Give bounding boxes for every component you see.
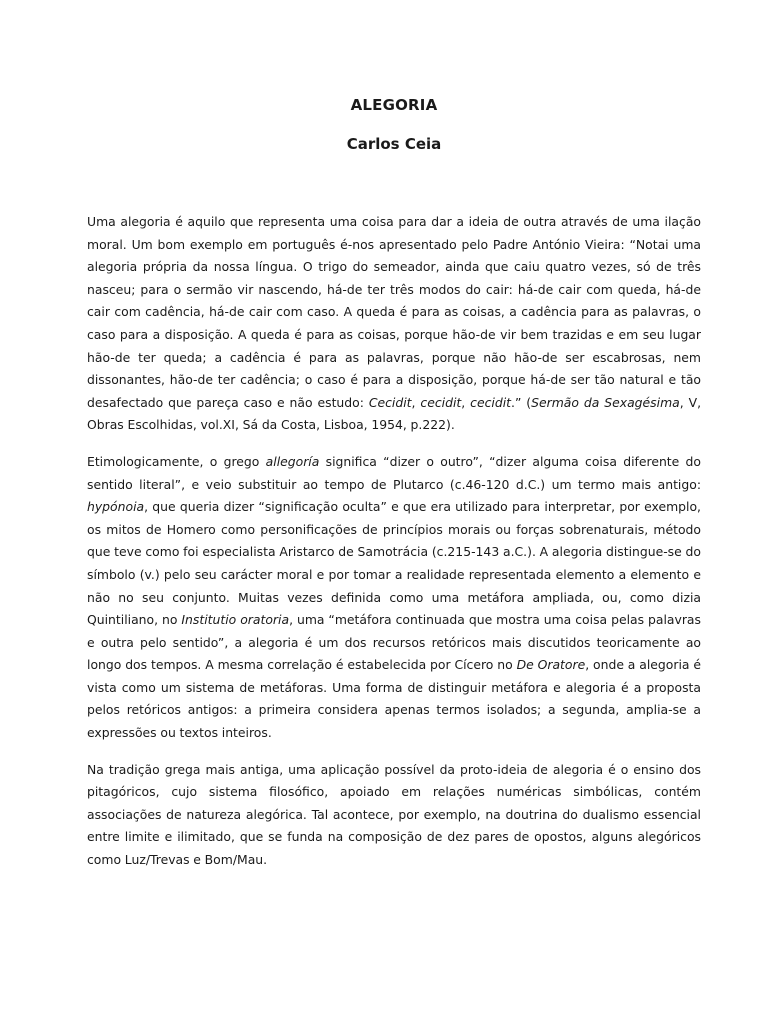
p1-text-a: Uma alegoria é aquilo que representa uma coisa para dar a ideia de outra através de uma ilação moral. Um bom exemplo em português é-nos apresentado pelo Padre António Vieira: “Notai uma alegoria própria da nossa língua. O trigo do semeador, ainda que caiu quatro vezes, só de três nasceu; para o sermão vir nascendo, há-de ter três modos do cair: há-de cair com queda, há-de cair com cadência, há-de cair com caso. A queda é para as coisas, a cadência para as palavras, o caso para a disposição. A queda é para as coisas, porque hão-de vir bem trazidas e em seu lugar hão-de ter queda; a cadência é para as palavras, porque não hão-de ser escabrosas, nem dissonantes, hão-de ter cadência; o caso é para a disposição, porque há-de ser tão natural e tão desafectado que pareça caso e não estudo:: [87, 214, 701, 410]
p1-text-b: ,: [411, 394, 421, 410]
p1-text-c: ,: [461, 394, 471, 410]
p2-text-c: , que queria dizer “significação oculta” e que era utilizado para interpretar, por exemplo, os mitos de Homero como personificações de princípios morais ou forças sobrenaturais, método que teve como foi especialista Aristarco de Samotrácia (c.215-143 a.C.). A alegoria distingue-se do símbolo (v.) pelo seu carácter moral e por tomar a realidade representada elemento a elemento e não no seu conjunto. Muitas vezes definida como uma metáfora ampliada, ou, como dizia Quintiliano, no: [87, 499, 701, 628]
p2-text-b: significa “dizer o outro”, “dizer alguma coisa diferente do sentido literal”, e veio substituir ao tempo de Plutarco (c.46-120 d.C.) um termo mais antigo:: [87, 453, 701, 492]
document-author: Carlos Ceia: [346, 135, 442, 153]
paragraph-2: [87, 451, 701, 745]
document-body: [87, 211, 701, 886]
document-page: [87, 0, 701, 1024]
p3-text-a: Na tradição grega mais antiga, uma aplicação possível da proto-ideia de alegoria é o ensino dos pitagóricos, cujo sistema filosófico, apoiado em relações numéricas simbólicas, contém associações de natureza alegórica. Tal acontece, por exemplo, na doutrina do dualismo essencial entre limite e ilimitado, que se funda na composição de dez pares de opostos, alguns alegóricos como Luz/Trevas e Bom/Mau.: [87, 761, 701, 868]
p2-text-e: , onde a alegoria é vista como um sistema de metáforas. Uma forma de distinguir metáfora e alegoria é a proposta pelos retóricos antigos: a primeira considera apenas termos isolados; a segunda, amplia-se a expressões ou textos inteiros.: [87, 657, 702, 741]
p1-italic-cecidit-1: Cecidit: [368, 394, 412, 410]
p1-italic-cecidit-2: cecidit: [420, 394, 462, 410]
p1-text-d: .” (: [511, 394, 532, 410]
paragraph-1: [87, 211, 701, 437]
p2-italic-hyponoia: hypónoia: [87, 499, 145, 515]
paragraph-3: [87, 759, 701, 872]
p1-italic-cecidit-3: cecidit: [470, 394, 512, 410]
p2-italic-de-oratore: De Oratore: [516, 657, 586, 673]
p2-italic-allegoria: allegoría: [265, 453, 320, 469]
document-title: ALEGORIA: [350, 96, 438, 114]
p2-text-d: , uma “metáfora continuada que mostra uma coisa pelas palavras e outra pelo sentido”, a alegoria é um dos recursos retóricos mais discutidos teoricamente ao longo dos tempos. A mesma correlação é estabelecida por Cícero no: [87, 612, 701, 673]
p1-italic-sermao: Sermão da Sexagésima: [531, 394, 680, 410]
p2-text-a: Etimologicamente, o grego: [87, 453, 266, 469]
p2-italic-institutio: Institutio oratoria: [181, 612, 290, 628]
p1-text-e: , V, Obras Escolhidas, vol.XI, Sá da Costa, Lisboa, 1954, p.222).: [87, 394, 702, 433]
